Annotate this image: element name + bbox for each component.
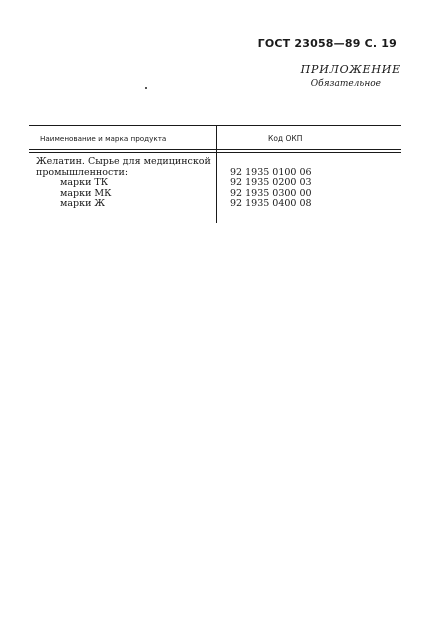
product-name: промышленности: bbox=[36, 166, 129, 178]
okp-code: 92 1935 0100 06 bbox=[230, 166, 312, 178]
product-name: Желатин. Сырье для медицинской bbox=[36, 156, 211, 167]
product-grade: марки Ж bbox=[60, 198, 106, 209]
standard-header: ГОСТ 23058—89 С. 19 bbox=[257, 37, 397, 50]
table-row bbox=[0, 199, 425, 210]
appendix-subtitle: Обязательное bbox=[310, 79, 381, 89]
table-header-rule-double bbox=[29, 152, 401, 153]
table-top-rule bbox=[29, 125, 401, 126]
okp-code: 92 1935 0300 00 bbox=[230, 187, 312, 199]
okp-code: 92 1935 0200 03 bbox=[230, 177, 312, 188]
column-header-name: Наименование и марка продукта bbox=[40, 134, 167, 143]
table-header-rule bbox=[29, 149, 401, 150]
product-grade: марки МК bbox=[60, 187, 112, 199]
table-row bbox=[0, 178, 425, 189]
okp-code: 92 1935 0400 08 bbox=[230, 198, 312, 209]
product-grade: марки ТК bbox=[60, 177, 109, 188]
column-header-code: Код ОКП bbox=[268, 134, 303, 143]
scan-speck bbox=[145, 87, 147, 89]
table-row bbox=[0, 157, 425, 168]
table-body bbox=[0, 157, 425, 210]
appendix-title: ПРИЛОЖЕНИЕ bbox=[300, 63, 401, 76]
